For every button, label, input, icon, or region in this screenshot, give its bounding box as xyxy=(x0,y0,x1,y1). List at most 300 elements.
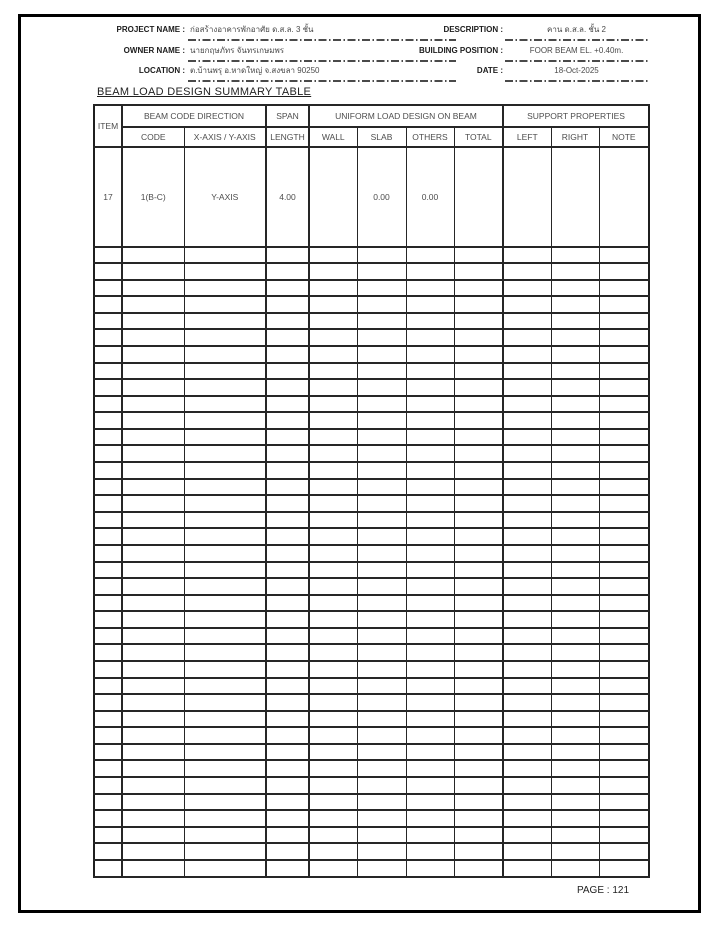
table-row xyxy=(94,794,649,811)
table-cell xyxy=(503,346,551,363)
table-cell xyxy=(406,479,454,496)
table-cell xyxy=(406,860,454,877)
table-row xyxy=(94,810,649,827)
table-cell xyxy=(406,794,454,811)
table-row xyxy=(94,528,649,545)
table-cell xyxy=(357,777,406,794)
table-row xyxy=(94,578,649,595)
table-cell xyxy=(184,678,266,695)
table-cell xyxy=(599,644,649,661)
table-cell xyxy=(266,379,309,396)
table-cell xyxy=(122,412,184,429)
table-cell xyxy=(266,644,309,661)
building-position-value: FOOR BEAM EL. +0.40m. xyxy=(529,46,624,55)
table-cell xyxy=(122,678,184,695)
table-cell xyxy=(406,329,454,346)
table-row xyxy=(94,396,649,413)
table-cell xyxy=(503,661,551,678)
location-label: LOCATION : xyxy=(138,66,185,75)
table-cell xyxy=(94,396,122,413)
table-cell xyxy=(357,827,406,844)
table-cell xyxy=(503,495,551,512)
table-cell xyxy=(406,578,454,595)
table-cell xyxy=(94,329,122,346)
table-cell xyxy=(406,711,454,728)
table-cell xyxy=(503,777,551,794)
table-cell xyxy=(94,263,122,280)
building-position-underline xyxy=(505,60,648,62)
table-cell xyxy=(94,429,122,446)
date-value: 18-Oct-2025 xyxy=(554,66,599,75)
table-row xyxy=(94,512,649,529)
table-cell xyxy=(357,445,406,462)
table-cell xyxy=(94,827,122,844)
table-cell xyxy=(122,247,184,264)
table-cell xyxy=(599,329,649,346)
table-cell xyxy=(184,396,266,413)
table-cell xyxy=(551,512,599,529)
table-cell xyxy=(266,661,309,678)
table-cell xyxy=(357,661,406,678)
table-cell xyxy=(122,280,184,297)
table-cell xyxy=(599,611,649,628)
table-cell xyxy=(503,843,551,860)
table-cell xyxy=(357,794,406,811)
table-cell xyxy=(94,611,122,628)
table-cell xyxy=(94,313,122,330)
table-cell xyxy=(122,363,184,380)
table-cell xyxy=(184,744,266,761)
table-cell xyxy=(599,462,649,479)
table-cell xyxy=(94,661,122,678)
description-value: คาน ด.ส.ล. ชั้น 2 xyxy=(547,25,606,34)
table-cell xyxy=(599,363,649,380)
table-cell xyxy=(94,462,122,479)
table-cell xyxy=(122,396,184,413)
table-cell xyxy=(406,346,454,363)
table-cell xyxy=(599,412,649,429)
table-cell xyxy=(357,578,406,595)
table-cell xyxy=(122,810,184,827)
table-cell xyxy=(309,296,357,313)
table-cell xyxy=(454,744,503,761)
table-row xyxy=(94,694,649,711)
table-cell xyxy=(599,843,649,860)
col-header-right: RIGHT xyxy=(551,127,599,147)
table-cell xyxy=(551,678,599,695)
table-cell xyxy=(357,396,406,413)
table-cell xyxy=(94,744,122,761)
table-cell xyxy=(599,296,649,313)
table-cell xyxy=(184,412,266,429)
table-cell xyxy=(454,727,503,744)
table-cell xyxy=(357,247,406,264)
table-cell xyxy=(266,512,309,529)
table-cell xyxy=(454,711,503,728)
table-cell xyxy=(184,578,266,595)
table-cell xyxy=(357,280,406,297)
table-cell xyxy=(266,528,309,545)
table-cell xyxy=(266,263,309,280)
table-cell xyxy=(184,711,266,728)
col-header-total: TOTAL xyxy=(454,127,503,147)
table-cell xyxy=(94,810,122,827)
table-cell xyxy=(406,363,454,380)
table-cell xyxy=(309,860,357,877)
table-cell xyxy=(94,727,122,744)
table-cell xyxy=(357,495,406,512)
description-underline xyxy=(505,39,648,41)
table-row xyxy=(94,760,649,777)
table-cell xyxy=(599,810,649,827)
table-cell xyxy=(599,827,649,844)
table-cell: 0.00 xyxy=(357,147,406,247)
table-cell xyxy=(357,678,406,695)
table-cell xyxy=(94,528,122,545)
table-cell xyxy=(309,760,357,777)
table-cell xyxy=(184,794,266,811)
table-cell xyxy=(503,595,551,612)
table-cell xyxy=(184,512,266,529)
table-cell xyxy=(503,860,551,877)
table-cell xyxy=(599,346,649,363)
table-cell xyxy=(122,562,184,579)
table-cell xyxy=(122,578,184,595)
table-cell xyxy=(266,329,309,346)
table-row xyxy=(94,727,649,744)
table-cell xyxy=(357,628,406,645)
table-cell xyxy=(599,512,649,529)
table-row xyxy=(94,296,649,313)
table-cell xyxy=(406,462,454,479)
table-cell xyxy=(122,462,184,479)
table-header-row-1 xyxy=(94,105,649,127)
location-underline xyxy=(188,80,456,82)
table-cell xyxy=(122,528,184,545)
table-cell xyxy=(266,396,309,413)
table-cell xyxy=(503,313,551,330)
table-row xyxy=(94,412,649,429)
table-row xyxy=(94,678,649,695)
table-cell xyxy=(599,860,649,877)
table-row xyxy=(94,313,649,330)
table-cell xyxy=(551,263,599,280)
table-cell xyxy=(357,810,406,827)
table-cell xyxy=(406,379,454,396)
table-cell xyxy=(266,479,309,496)
table-cell xyxy=(184,429,266,446)
table-cell xyxy=(357,760,406,777)
col-header-axis: X-AXIS / Y-AXIS xyxy=(184,127,266,147)
table-cell xyxy=(122,661,184,678)
table-cell xyxy=(357,595,406,612)
table-cell xyxy=(94,280,122,297)
table-cell xyxy=(406,694,454,711)
table-cell xyxy=(454,147,503,247)
page-number: PAGE : 121 xyxy=(576,885,630,896)
table-cell xyxy=(94,512,122,529)
table-cell xyxy=(184,611,266,628)
table-cell xyxy=(122,263,184,280)
table-cell xyxy=(184,545,266,562)
table-cell xyxy=(454,860,503,877)
table-cell xyxy=(454,562,503,579)
table-cell xyxy=(357,744,406,761)
table-cell xyxy=(599,445,649,462)
table-cell xyxy=(357,545,406,562)
table-cell xyxy=(406,678,454,695)
table-cell xyxy=(503,462,551,479)
table-cell xyxy=(357,363,406,380)
table-cell xyxy=(551,346,599,363)
table-cell xyxy=(309,280,357,297)
table-cell xyxy=(357,562,406,579)
table-cell xyxy=(406,595,454,612)
table-cell xyxy=(184,329,266,346)
table-cell xyxy=(551,247,599,264)
table-cell xyxy=(266,296,309,313)
table-cell xyxy=(406,313,454,330)
table-cell xyxy=(454,512,503,529)
table-row xyxy=(94,628,649,645)
table-cell xyxy=(551,611,599,628)
table-cell xyxy=(503,412,551,429)
table-row xyxy=(94,644,649,661)
table-cell xyxy=(503,628,551,645)
table-row xyxy=(94,545,649,562)
table-cell xyxy=(599,379,649,396)
table-cell xyxy=(122,595,184,612)
table-cell xyxy=(266,280,309,297)
table-cell xyxy=(357,843,406,860)
table-body xyxy=(94,147,649,877)
table-cell xyxy=(184,727,266,744)
table-cell xyxy=(94,860,122,877)
table-cell xyxy=(122,794,184,811)
table-cell xyxy=(503,562,551,579)
table-cell xyxy=(454,412,503,429)
table-cell xyxy=(184,479,266,496)
table-cell xyxy=(454,280,503,297)
table-cell xyxy=(599,727,649,744)
table-cell xyxy=(599,661,649,678)
table-cell xyxy=(266,810,309,827)
table-row xyxy=(94,147,649,247)
table-cell xyxy=(406,512,454,529)
table-cell xyxy=(94,346,122,363)
table-cell xyxy=(551,843,599,860)
table-cell xyxy=(454,794,503,811)
table-cell xyxy=(503,694,551,711)
table-cell xyxy=(309,711,357,728)
table-cell xyxy=(503,711,551,728)
table-cell xyxy=(599,495,649,512)
table-cell xyxy=(454,661,503,678)
table-cell xyxy=(551,595,599,612)
table-cell xyxy=(184,462,266,479)
table-cell xyxy=(357,412,406,429)
table-cell xyxy=(551,644,599,661)
table-cell xyxy=(266,313,309,330)
table-cell xyxy=(266,611,309,628)
table-cell xyxy=(309,445,357,462)
table-cell xyxy=(551,462,599,479)
col-header-note: NOTE xyxy=(599,127,649,147)
beam-load-summary-table xyxy=(93,104,650,878)
table-cell xyxy=(184,827,266,844)
table-cell xyxy=(94,479,122,496)
table-cell xyxy=(406,810,454,827)
table-row xyxy=(94,661,649,678)
table-cell xyxy=(266,843,309,860)
table-row xyxy=(94,827,649,844)
table-cell xyxy=(122,495,184,512)
table-cell xyxy=(551,429,599,446)
table-row xyxy=(94,329,649,346)
table-cell xyxy=(454,528,503,545)
table-cell xyxy=(503,296,551,313)
col-header-support-properties: SUPPORT PROPERTIES xyxy=(503,105,649,127)
table-cell xyxy=(357,479,406,496)
owner-name-value: นายกฤษภัทร จันทรเกษมพร xyxy=(190,46,285,55)
table-cell xyxy=(599,760,649,777)
table-cell xyxy=(357,263,406,280)
table-cell xyxy=(454,827,503,844)
table-cell xyxy=(454,396,503,413)
table-cell xyxy=(503,396,551,413)
table-cell xyxy=(309,777,357,794)
table-cell xyxy=(122,611,184,628)
table-cell xyxy=(184,661,266,678)
table-cell xyxy=(454,263,503,280)
building-position-label: BUILDING POSITION : xyxy=(419,46,503,55)
table-cell xyxy=(266,727,309,744)
table-cell xyxy=(184,777,266,794)
table-cell xyxy=(406,827,454,844)
table-cell xyxy=(309,694,357,711)
table-cell xyxy=(309,810,357,827)
table-cell xyxy=(94,694,122,711)
table-cell xyxy=(406,661,454,678)
table-cell xyxy=(599,562,649,579)
table-cell xyxy=(122,296,184,313)
table-cell xyxy=(551,578,599,595)
table-cell xyxy=(599,777,649,794)
table-cell xyxy=(551,313,599,330)
col-header-slab: SLAB xyxy=(357,127,406,147)
table-cell xyxy=(406,843,454,860)
table-cell xyxy=(122,860,184,877)
table-cell xyxy=(454,495,503,512)
table-cell xyxy=(454,296,503,313)
table-cell xyxy=(503,147,551,247)
table-cell xyxy=(122,744,184,761)
table-cell xyxy=(309,462,357,479)
table-cell xyxy=(94,296,122,313)
table-cell xyxy=(599,313,649,330)
table-row xyxy=(94,363,649,380)
table-cell xyxy=(599,678,649,695)
table-cell xyxy=(357,860,406,877)
col-header-span: SPAN xyxy=(266,105,309,127)
table-cell xyxy=(551,396,599,413)
table-cell xyxy=(184,296,266,313)
table-cell xyxy=(454,777,503,794)
table-cell xyxy=(184,313,266,330)
table-cell xyxy=(94,760,122,777)
table-cell xyxy=(357,329,406,346)
table-cell xyxy=(503,329,551,346)
table-cell xyxy=(184,495,266,512)
table-cell xyxy=(122,694,184,711)
table-cell xyxy=(94,794,122,811)
table-cell xyxy=(309,495,357,512)
table-cell xyxy=(599,429,649,446)
table-cell xyxy=(503,545,551,562)
table-cell xyxy=(94,247,122,264)
table-cell xyxy=(599,578,649,595)
table-cell xyxy=(551,379,599,396)
table-cell xyxy=(406,396,454,413)
table-cell xyxy=(309,379,357,396)
table-cell xyxy=(357,727,406,744)
table-cell xyxy=(266,628,309,645)
table-cell xyxy=(357,611,406,628)
table-cell xyxy=(406,412,454,429)
table-cell xyxy=(266,363,309,380)
table-cell xyxy=(406,628,454,645)
table-cell xyxy=(266,562,309,579)
table-cell xyxy=(94,445,122,462)
table-cell xyxy=(122,760,184,777)
table-cell xyxy=(454,644,503,661)
table-cell xyxy=(94,363,122,380)
table-cell xyxy=(503,445,551,462)
table-cell xyxy=(551,479,599,496)
table-cell xyxy=(406,777,454,794)
table-cell xyxy=(309,794,357,811)
table-cell xyxy=(551,495,599,512)
table-cell xyxy=(406,611,454,628)
table-cell xyxy=(599,247,649,264)
table-cell xyxy=(406,528,454,545)
table-cell xyxy=(94,843,122,860)
table-cell xyxy=(599,794,649,811)
table-cell xyxy=(599,694,649,711)
location-value: ต.บ้านพรุ อ.หาดใหญ่ จ.สงขลา 90250 xyxy=(190,66,320,75)
table-cell xyxy=(266,495,309,512)
table-cell xyxy=(309,263,357,280)
table-cell: 1(B-C) xyxy=(122,147,184,247)
table-cell xyxy=(406,562,454,579)
table-cell xyxy=(309,827,357,844)
table-cell xyxy=(551,760,599,777)
table-cell xyxy=(551,860,599,877)
table-row xyxy=(94,346,649,363)
table-cell xyxy=(503,678,551,695)
table-cell xyxy=(309,611,357,628)
table-cell: Y-AXIS xyxy=(184,147,266,247)
table-cell xyxy=(503,363,551,380)
owner-name-label: OWNER NAME : xyxy=(123,46,185,55)
table-cell xyxy=(266,678,309,695)
table-cell xyxy=(503,479,551,496)
table-cell xyxy=(454,611,503,628)
table-cell xyxy=(122,313,184,330)
table-cell xyxy=(551,661,599,678)
table-cell xyxy=(94,379,122,396)
table-cell xyxy=(406,296,454,313)
